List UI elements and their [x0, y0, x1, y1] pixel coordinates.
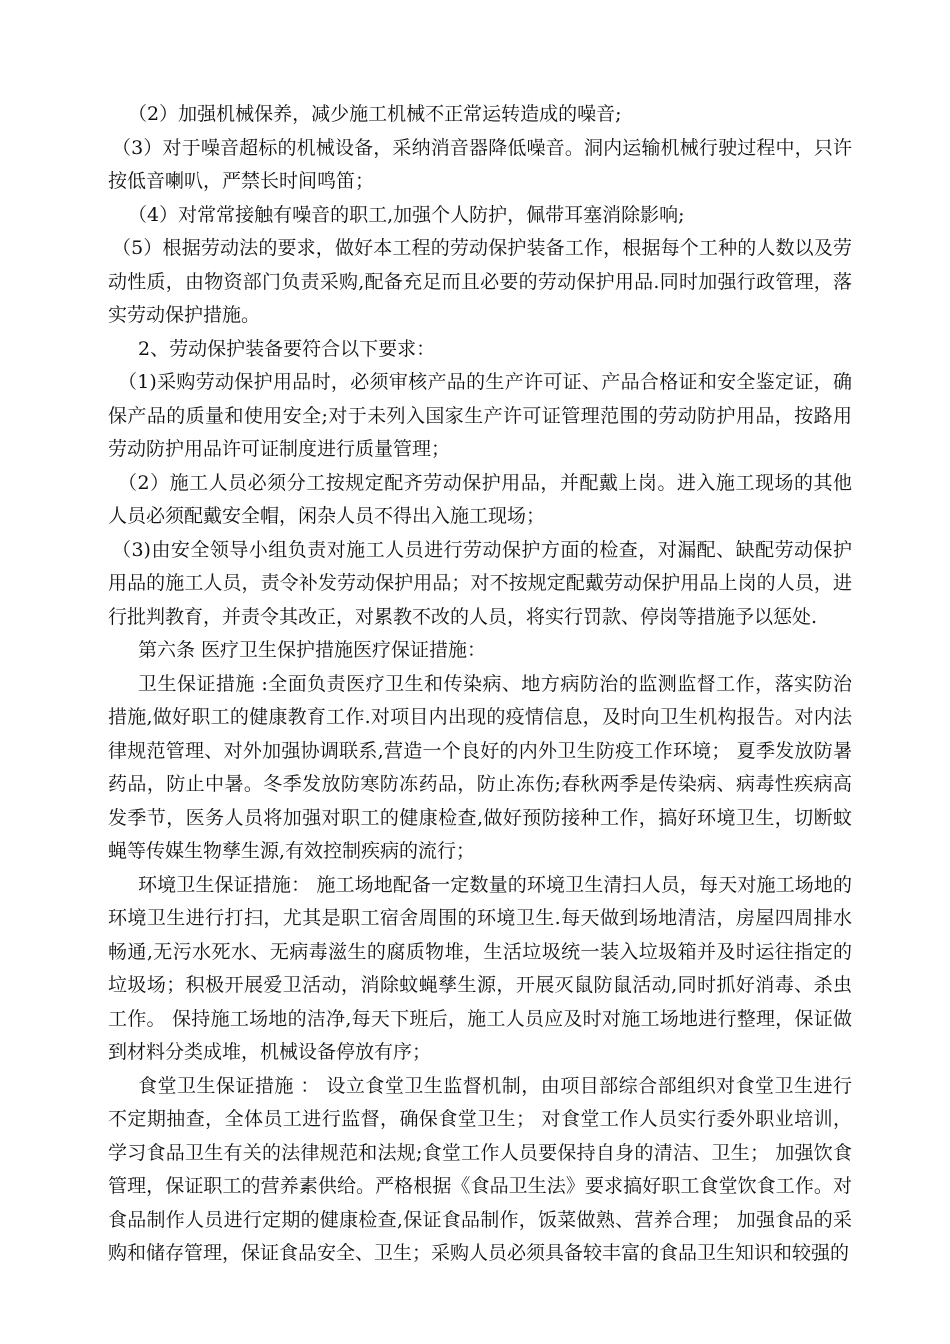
paragraph-noise-maintenance: （2）加强机械保养，减少施工机械不正常运转造成的噪音; — [128, 103, 622, 125]
section-heading-protection-equipment: 2、劳动保护装备要符合以下要求： — [138, 337, 436, 360]
paragraph-noise-silencer: （3）对于噪音超标的机械设备，采纳消音器降低噪音。洞内运输机械行驶过程中，只许按低音喇叭，严禁长时间鸣笛； — [108, 136, 852, 192]
article-six-heading: 第六条 医疗卫生保护措施医疗保证措施： — [138, 639, 487, 661]
paragraph-inspection: （3)由安全领导小组负责对施工人员进行劳动保护方面的检查，对漏配、缺配劳动保护用品的施工人员，责令补发劳动保护用品；对不按规定配戴劳动保护用品上岗的人员，进行批判教育，并责令其改正，对累教不改的人员，将实行罚款、停岗等措施予以惩处. — [108, 538, 852, 628]
paragraph-labor-law: （5）根据劳动法的要求，做好本工程的劳动保护装备工作，根据每个工种的人数以及劳动性质，由物资部门负责采购,配备充足而且必要的劳动保护用品.同时加强行政管理，落实劳动保护措施。 — [108, 237, 852, 326]
paragraph-canteen-measures: 食堂卫生保证措施 ： 设立食堂卫生监督机制，由项目部综合部组织对食堂卫生进行不定期抽查，全体员工进行监督，确保食堂卫生； 对食堂工作人员实行委外职业培训，学习食品卫生有关的法律规范和法规;食堂工作人员要保持自身的清洁、卫生； 加强饮食管理，保证职工的营养素供给。严格根据《食品卫生法》要求搞好职工食堂饮食工作。对食品制作人员进行定期的健康检查,保证食品制作，饭菜做熟、营养合理； 加强食品的采购和储存管理，保证食品安全、卫生；采购人员必须具备较丰富的食品卫生知识和较强的 — [108, 1074, 852, 1264]
document-body — [108, 98, 852, 1271]
paragraph-procurement: （1)采购劳动保护用品时，必须审核产品的生产许可证、产品合格证和安全鉴定证，确保产品的质量和使用安全;对于未列入国家生产许可证管理范围的劳动防护用品，按路用劳动防护用品许可证制度进行质量管理； — [108, 371, 852, 460]
paragraph-wearing-equipment: （2）施工人员必须分工按规定配齐劳动保护用品，并配戴上岗。进入施工现场的其他人员必须配戴安全帽，闲杂人员不得出入施工现场； — [108, 471, 852, 527]
paragraph-environment-measures: 环境卫生保证措施： 施工场地配备一定数量的环境卫生清扫人员，每天对施工场地的环境卫生进行打扫，尤其是职工宿舍周围的环境卫生.每天做到场地清洁，房屋四周排水畅通,无污水死水、无病毒滋生的腐质物堆，生活垃圾统一装入垃圾箱并及时运往指定的垃圾场；积极开展爱卫活动，消除蚊蝇孳生源，开展灭鼠防鼠活动,同时抓好消毒、杀虫工作。 保持施工场地的洁净,每天下班后，施工人员应及时对施工场地进行整理，保证做到材料分类成堆，机械设备停放有序； — [108, 873, 852, 1063]
paragraph-health-measures: 卫生保证措施 :全面负责医疗卫生和传染病、地方病防治的监测监督工作，落实防治措施,做好职工的健康教育工作.对项目内出现的疫情信息，及时向卫生机构报告。对内法律规范管理、对外加强协调联系,营造一个良好的内外卫生防疫工作环境； 夏季发放防暑药品，防止中暑。冬季发放防寒防冻药品，防止冻伤;春秋两季是传染病、病毒性疾病高发季节，医务人员将加强对职工的健康检查,做好预防接种工作，搞好环境卫生，切断蚊蝇等传媒生物孳生源,有效控制疾病的流行； — [108, 672, 852, 862]
paragraph-noise-protection: （4）对常常接触有噪音的职工,加强个人防护，佩带耳塞消除影响; — [128, 203, 685, 226]
